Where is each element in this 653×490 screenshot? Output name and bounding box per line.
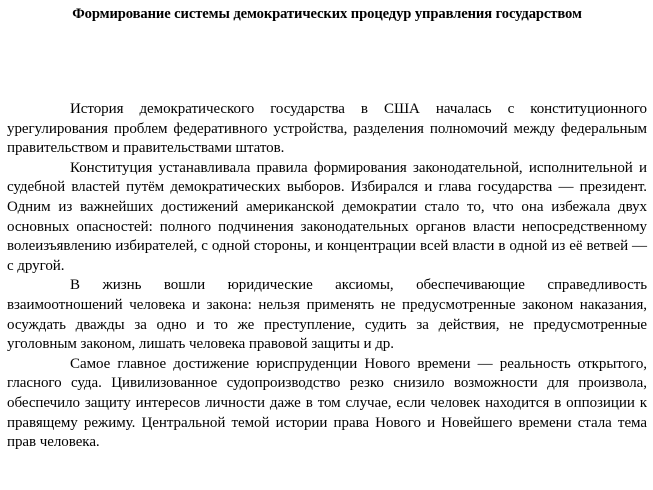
paragraph-usa-democracy-history: История демократического государства в США началась с конституционного урегулирования проблем федеративного устройства, разделения полномочий между федеральным правительством и правительствами штатов. [7, 101, 647, 157]
document-title: Формирование системы демократических процедур управления государством [72, 6, 582, 22]
paragraph-legal-axioms: В жизнь вошли юридические аксиомы, обеспечивающие справедливость взаимоотношений человека и закона: нельзя применять не предусмотренные законом наказания, осуждать дважды за одно и то же преступление, судить за действия, не предусмотренные уголовным законом, лишать человека правовой защиты и др. [7, 277, 647, 353]
document-body [7, 100, 647, 453]
paragraph-constitution-rules: Конституция устанавливала правила формирования законодательной, исполнительной и судебной властей путём демократических выборов. Избирался и глава государства — президент. Одним из важнейших достижений американской демократии стало то, что она избежала двух основных опасностей: полного подчинения законодательных органов власти непосредственному волеизъявлению избирателей, с одной стороны, и концентрации всей власти в одной из её ветвей — с другой. [7, 159, 647, 274]
paragraph-open-court: Самое главное достижение юриспруденции Нового времени — реальность открытого, гласного суда. Цивилизованное судопроизводство резко снизило возможности для произвола, обеспечило защиту интересов личности даже в том случае, если человек находится в оппозиции к правящему режиму. Центральной темой истории права Нового и Новейшего времени стала тема прав человека. [7, 355, 647, 451]
